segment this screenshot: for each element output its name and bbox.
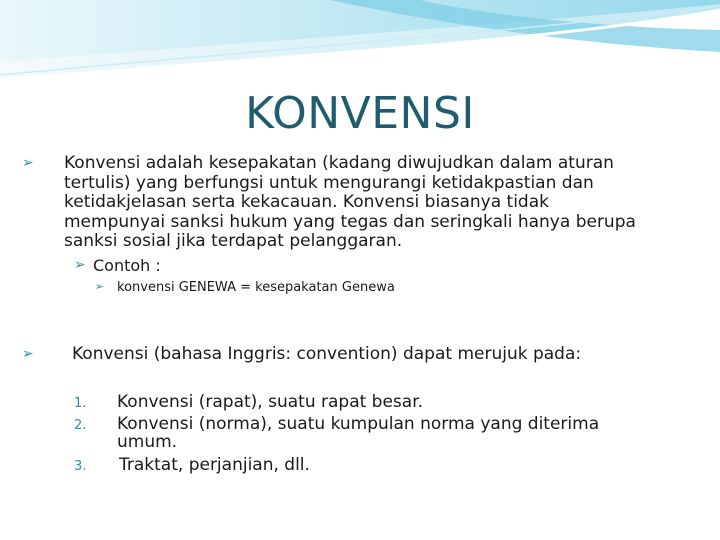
bullet-arrow-icon: ➢	[22, 346, 34, 362]
paragraph-line: sanksi sosial jika terdapat pelanggaran.	[64, 231, 403, 251]
list-number: 1.	[74, 396, 87, 411]
bullet-arrow-icon: ➢	[74, 257, 86, 273]
list-item-text: Konvensi (rapat), suatu rapat besar.	[117, 392, 424, 412]
bullet-arrow-icon: ➢	[22, 155, 34, 171]
list-number: 2.	[74, 418, 87, 433]
list-item-text: Konvensi (norma), suatu kumpulan norma yang diterima	[117, 414, 600, 434]
slide-title: KONVENSI	[245, 88, 475, 139]
bullet-2-text: Konvensi (bahasa Inggris: convention) dapat merujuk pada:	[72, 344, 582, 364]
paragraph-line: ketidakjelasan serta kekacauan. Konvensi biasanya tidak	[64, 192, 549, 212]
list-number: 3.	[74, 459, 87, 474]
example-item: konvensi GENEWA = kesepakatan Genewa	[117, 280, 395, 295]
bullet-arrow-icon: ➢	[95, 280, 105, 293]
list-item-text: umum.	[117, 432, 178, 452]
header-wave-decoration	[0, 0, 720, 90]
paragraph-line: tertulis) yang berfungsi untuk mengurangi ketidakpastian dan	[64, 173, 594, 193]
paragraph-line: Konvensi adalah kesepakatan (kadang diwujudkan dalam aturan	[64, 153, 614, 173]
paragraph-line: mempunyai sanksi hukum yang tegas dan seringkali hanya berupa	[64, 212, 636, 232]
list-item-text: Traktat, perjanjian, dll.	[119, 455, 310, 475]
example-label: Contoh :	[93, 256, 161, 275]
